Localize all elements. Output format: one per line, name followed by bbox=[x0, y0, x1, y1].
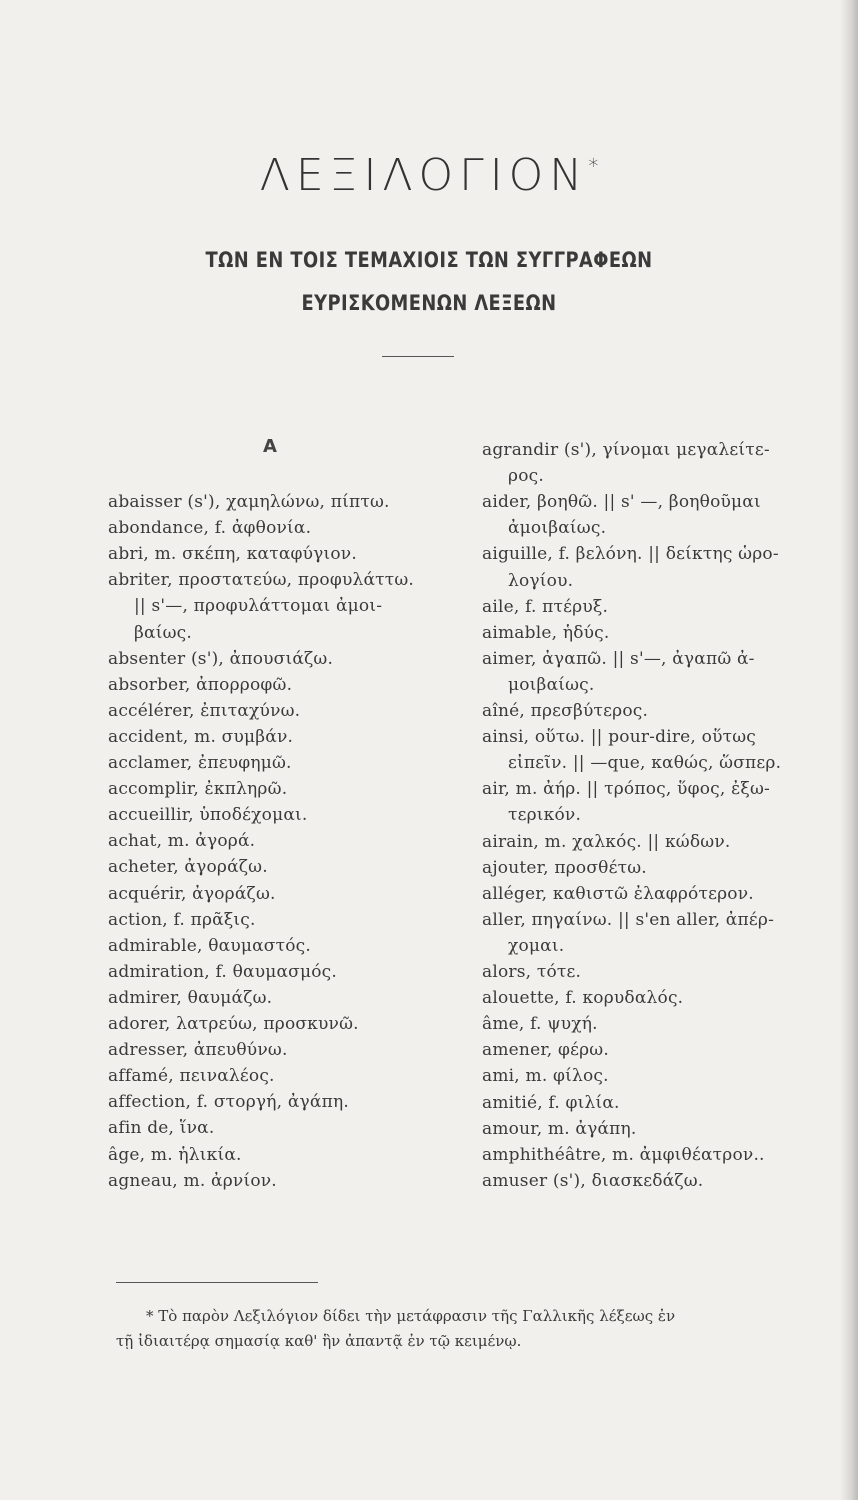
entry-line: abriter, προστατεύω, προφυλάττω. bbox=[108, 570, 415, 591]
entry-line: absorber, ἀπορροφῶ. bbox=[108, 674, 293, 695]
entry-line: ainsi, οὕτω. || pour-dire, οὕτως bbox=[482, 727, 757, 748]
entry-line: aile, f. πτέρυξ. bbox=[482, 596, 609, 617]
entry-line: εἰπεῖν. || —que, καθώς, ὥσπερ. bbox=[508, 753, 782, 774]
entry-line: abaisser (s'), χαμηλώνω, πίπτω. bbox=[108, 492, 390, 512]
section-letter: A bbox=[263, 436, 277, 457]
entry-line: aider, βοηθῶ. || s' —, βοηθοῦμαι bbox=[482, 492, 761, 513]
title-footnote-marker: * bbox=[588, 154, 599, 178]
title-divider bbox=[382, 356, 454, 357]
entry-line: afin de, ἵνα. bbox=[108, 1118, 215, 1139]
entry-line: ajouter, προσθέτω. bbox=[482, 857, 647, 878]
entry-line: adorer, λατρεύω, προσκυνῶ. bbox=[108, 1014, 359, 1034]
subtitle-line-2: ΕΥΡΙΣΚΟΜΕΝΩΝ ΛΕΞΕΩΝ bbox=[301, 291, 557, 315]
entry-line: amuser (s'), διασκεδάζω. bbox=[482, 1170, 704, 1191]
entry-line: aimer, ἀγαπῶ. || s'—, ἀγαπῶ ἀ- bbox=[482, 648, 755, 669]
entry-line: acquérir, ἀγοράζω. bbox=[108, 883, 276, 904]
entry-line: accident, m. συμβάν. bbox=[108, 726, 294, 747]
entry-line: agneau, m. ἀρνίον. bbox=[108, 1170, 277, 1191]
entry-line: χομαι. bbox=[508, 935, 565, 956]
entry-line: abri, m. σκέπη, καταφύγιον. bbox=[108, 544, 357, 565]
footnote bbox=[116, 1304, 836, 1354]
entry-line: aller, πηγαίνω. || s'en aller, ἀπέρ- bbox=[482, 909, 775, 930]
entry-line: ἀμοιβαίως. bbox=[508, 518, 607, 539]
entry-line: amphithéâtre, m. ἀμφιθέατρον.. bbox=[482, 1144, 765, 1165]
entry-line: affection, f. στοργή, ἀγάπη. bbox=[108, 1092, 349, 1113]
entry-line: acclamer, ἐπευφημῶ. bbox=[108, 753, 292, 773]
entry-line: aiguille, f. βελόνη. || δείκτης ὡρο- bbox=[482, 544, 779, 565]
entry-line: agrandir (s'), γίνομαι μεγαλείτε- bbox=[482, 440, 770, 460]
entry-line: admirer, θαυμάζω. bbox=[108, 987, 273, 1008]
entry-line: βαίως. bbox=[134, 622, 192, 643]
entry-line: accomplir, ἐκπληρῶ. bbox=[108, 779, 288, 800]
entry-line: aîné, πρεσβύτερος. bbox=[482, 701, 649, 721]
entry-line: action, f. πρᾶξις. bbox=[108, 909, 256, 930]
entry-line: || s'—, προφυλάττομαι ἀμοι- bbox=[134, 596, 383, 617]
entry-line: âge, m. ἡλικία. bbox=[108, 1144, 242, 1165]
entry-line: amitié, f. φιλία. bbox=[482, 1092, 620, 1113]
entry-line: achat, m. ἀγορά. bbox=[108, 831, 256, 852]
entry-line: airain, m. χαλκός. || κώδων. bbox=[482, 831, 731, 852]
entry-line: absenter (s'), ἀπουσιάζω. bbox=[108, 648, 334, 669]
entry-line: abondance, f. ἀφθονία. bbox=[108, 518, 312, 539]
entry-line: âme, f. ψυχή. bbox=[482, 1014, 598, 1035]
entry-line: air, m. ἀήρ. || τρόπος, ὕφος, ἐξω- bbox=[482, 779, 770, 800]
footnote-divider bbox=[116, 1282, 318, 1283]
entry-line: ρος. bbox=[508, 466, 544, 487]
page-title bbox=[0, 150, 858, 201]
entry-line: μοιβαίως. bbox=[508, 674, 595, 695]
entry-line: alouette, f. κορυδαλός. bbox=[482, 988, 684, 1009]
entry-line: accueillir, ὑποδέχομαι. bbox=[108, 805, 308, 826]
entry-line: admiration, f. θαυμασμός. bbox=[108, 961, 337, 982]
page-edge-shadow bbox=[840, 0, 858, 1500]
entry-line: alléger, καθιστῶ ἐλαφρότερον. bbox=[482, 883, 754, 904]
footnote-line-1: * Τὸ παρὸν Λεξιλόγιον δίδει τὴν μετάφρασιν τῆς Γαλλικῆς λέξεως ἐν bbox=[146, 1307, 676, 1325]
entry-line: alors, τότε. bbox=[482, 962, 582, 982]
entry-line: amour, m. ἀγάπη. bbox=[482, 1118, 637, 1139]
footnote-line-2: τῇ ἰδιαιτέρᾳ σημασίᾳ καθ' ἣν ἀπαντᾷ ἐν τῷ κειμένῳ. bbox=[116, 1332, 522, 1350]
subtitle-line-1: ΤΩΝ ΕΝ ΤΟΙΣ ΤΕΜΑΧΙΟΙΣ ΤΩΝ ΣΥΓΓΡΑΦΕΩΝ bbox=[205, 248, 653, 272]
entry-line: accélérer, ἐπιταχύνω. bbox=[108, 700, 301, 721]
entry-line: τερικόν. bbox=[508, 805, 582, 826]
entry-line: acheter, ἀγοράζω. bbox=[108, 857, 268, 878]
entry-line: amener, φέρω. bbox=[482, 1040, 609, 1061]
entry-line: ami, m. φίλος. bbox=[482, 1066, 609, 1087]
entry-line: λογίου. bbox=[508, 570, 574, 591]
entry-line: admirable, θαυμαστός. bbox=[108, 935, 311, 956]
title-text: ΛΕΞΙΛΟΓΙΟΝ bbox=[259, 150, 589, 201]
entry-line: adresser, ἀπευθύνω. bbox=[108, 1040, 288, 1061]
entry-line: aimable, ἡδύς. bbox=[482, 622, 610, 643]
entry-line: affamé, πειναλέος. bbox=[108, 1066, 275, 1087]
